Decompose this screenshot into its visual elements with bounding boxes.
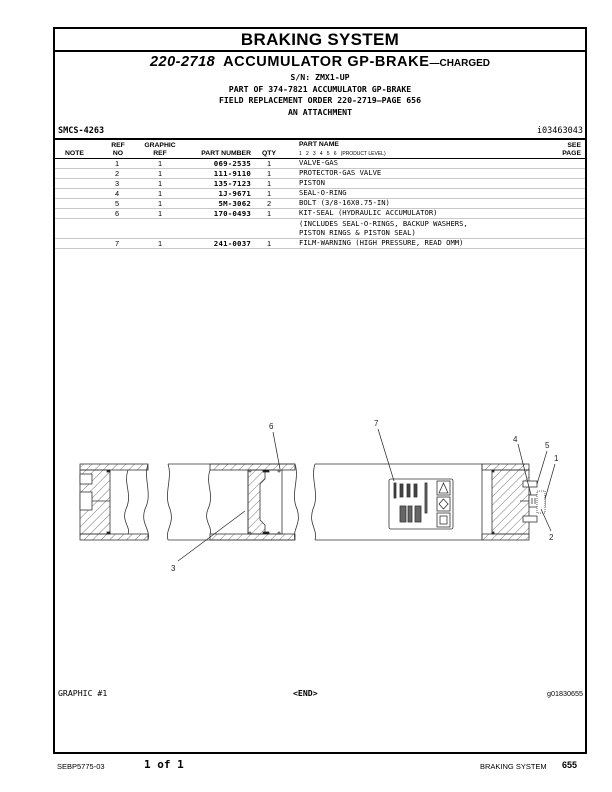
graphic-ref: 1 bbox=[157, 199, 163, 208]
part-name: KIT-SEAL (HYDRAULIC ACCUMULATOR) bbox=[299, 208, 438, 217]
qty: 1 bbox=[266, 189, 272, 198]
page-frame bbox=[53, 27, 587, 754]
header-see-page-1: SEE bbox=[567, 142, 581, 149]
footer-section: BRAKING SYSTEM bbox=[480, 762, 547, 771]
part-name: SEAL-O-RING bbox=[299, 188, 347, 197]
header-part-number: PART NUMBER bbox=[201, 150, 251, 157]
part-name: PISTON bbox=[299, 178, 325, 187]
part-number: 1J-9671 bbox=[218, 189, 251, 198]
part-name: VALVE-GAS bbox=[299, 158, 338, 167]
part-name: FILM-WARNING (HIGH PRESSURE, READ OMM) bbox=[299, 238, 464, 247]
callout-5: 5 bbox=[545, 441, 550, 450]
ref-no: 2 bbox=[114, 169, 120, 178]
header-product-level: 1 2 3 4 5 6 (PRODUCT LEVEL) bbox=[299, 151, 386, 157]
ref-no: 6 bbox=[114, 209, 120, 218]
header-note: NOTE bbox=[65, 150, 84, 157]
accumulator-diagram bbox=[55, 399, 585, 599]
group-heading bbox=[55, 54, 585, 118]
table-row bbox=[55, 209, 585, 219]
ref-no: 1 bbox=[114, 159, 120, 168]
part-number: 170-0493 bbox=[213, 209, 251, 218]
qty: 1 bbox=[266, 239, 272, 248]
header-ref-no-2: NO bbox=[112, 150, 124, 157]
group-part-name: ACCUMULATOR GP-BRAKE bbox=[223, 54, 430, 70]
qty: 1 bbox=[266, 209, 272, 218]
graphic-ref: 1 bbox=[157, 239, 163, 248]
ref-no: 4 bbox=[114, 189, 120, 198]
serial-number: S/N: ZMX1-UP bbox=[290, 72, 350, 82]
group-part-suffix: —CHARGED bbox=[429, 58, 491, 69]
header-ref-no-1: REF bbox=[111, 142, 125, 149]
end-marker: <END> bbox=[293, 688, 318, 698]
header-part-name: PART NAME bbox=[299, 141, 339, 148]
callout-4: 4 bbox=[513, 435, 518, 444]
info-reference: i03463043 bbox=[536, 126, 583, 136]
field-replacement-order: FIELD REPLACEMENT ORDER 220-2719—PAGE 656 bbox=[218, 95, 422, 105]
part-name: BOLT (3/8-16X0.75-IN) bbox=[299, 198, 390, 207]
group-part-number: 220-2718 bbox=[149, 54, 216, 70]
footer-doc-id: SEBP5775-03 bbox=[57, 762, 105, 771]
graphic-ref: 1 bbox=[157, 159, 163, 168]
graphic-ref: 1 bbox=[157, 189, 163, 198]
graphic-ref: 1 bbox=[157, 169, 163, 178]
footer-page-of: 1 of 1 bbox=[144, 758, 184, 771]
callout-3: 3 bbox=[171, 564, 176, 573]
ref-no: 3 bbox=[114, 179, 120, 188]
graphic-ref: 1 bbox=[157, 209, 163, 218]
group-title bbox=[55, 54, 585, 72]
graphic-ref: 1 bbox=[157, 179, 163, 188]
qty: 1 bbox=[266, 169, 272, 178]
callout-6: 6 bbox=[269, 422, 274, 431]
ref-no: 5 bbox=[114, 199, 120, 208]
header-graphic-ref-1: GRAPHIC bbox=[144, 142, 176, 149]
part-name: PROTECTOR-GAS VALVE bbox=[299, 168, 382, 177]
part-number: 111-9110 bbox=[213, 169, 251, 178]
part-number: 069-2535 bbox=[213, 159, 251, 168]
part-number: 135-7123 bbox=[213, 179, 251, 188]
graphic-label: GRAPHIC #1 bbox=[58, 688, 108, 698]
header-graphic-ref-2: REF bbox=[153, 150, 167, 157]
graphic-reference: g01830655 bbox=[547, 689, 583, 698]
header-see-page-2: PAGE bbox=[562, 150, 581, 157]
attachment-label: AN ATTACHMENT bbox=[287, 106, 353, 117]
part-name-note: (INCLUDES SEAL-O-RINGS, BACKUP WASHERS, PISTON RINGS & PISTON SEAL) bbox=[299, 219, 468, 237]
callout-1: 1 bbox=[554, 454, 559, 463]
ref-no: 7 bbox=[114, 239, 120, 248]
qty: 2 bbox=[266, 199, 272, 208]
part-of: PART OF 374-7821 ACCUMULATOR GP-BRAKE bbox=[228, 83, 412, 94]
callout-2: 2 bbox=[549, 533, 554, 542]
table-row-note bbox=[55, 219, 585, 239]
table-row bbox=[55, 239, 585, 249]
divider bbox=[55, 138, 585, 140]
part-number: 241-0037 bbox=[213, 239, 251, 248]
callout-7: 7 bbox=[374, 419, 379, 428]
qty: 1 bbox=[266, 159, 272, 168]
section-title: BRAKING SYSTEM bbox=[55, 29, 585, 52]
header-qty: QTY bbox=[262, 150, 276, 157]
footer-page-number: 655 bbox=[562, 760, 578, 770]
smcs-code: SMCS-4263 bbox=[58, 126, 105, 136]
part-number: 5M-3062 bbox=[218, 199, 251, 208]
qty: 1 bbox=[266, 179, 272, 188]
